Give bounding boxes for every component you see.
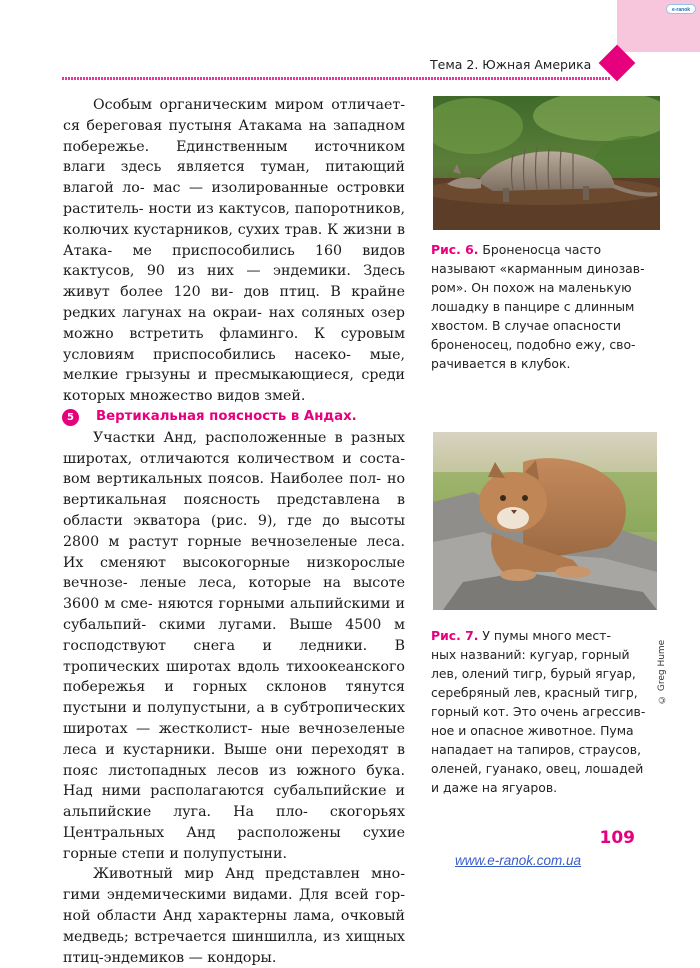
section-number-badge: 5 (62, 409, 79, 426)
header-dotted-rule (62, 77, 610, 80)
publisher-link[interactable]: www.e-ranok.com.ua (455, 853, 582, 868)
paragraph-vertical-zones: Участки Анд, расположенные в разных широтах, отличаются количеством и соста- вом вертикальных поясов. Наиболее пол- но вертикальная поясность представлена в области экватора (рис. 9), где до высоты 2800 м растут горные вечнозеленые леса. Их сменяют высокогорные низкорослые вечнозе- леные леса, которые на высоте 3600 м сме- няются горными альпийскими и субальпий- скими лугами. Выше 4500 м господствуют снега и ледники. В тропических широтах вдоль тихоокеанского побережья и горных склонов тянутся пустыни и полупустыни, а в субтропических широтах — жестколист- ные вечнозеленые леса и кустарники. Выше они переходят в пояс листопадных лесов из южного бука. Над ними располагаются субальпийские и альпийские луга. На пло- скогорьях Центральных Анд расположены сухие горные степи и полупустыни. (63, 429, 406, 862)
figure-6-caption: Рис. 6. Броненосца часто называют «карманным динозав- ром». Он похож на маленькую лошадку в панцире с длинным хвостом. В случае опасности броненосец, подобно ежу, сво- рачивается в клубок. (431, 242, 645, 371)
photo-credit: © Greg Hume (657, 639, 667, 704)
paragraph-atacama: Особым органическим миром отличает- ся береговая пустыня Атакама на западном побережье. Единственным источником влаги здесь является туман, питающий влагой ло- мас — изолированные островки раститель- ности из кактусов, папоротников, колючих кустарников, сухих трав. К жизни в Атака- ме приспособились 160 видов кактусов, 90 из них — эндемики. Здесь живут более 120 ви- дов птиц. В крайне редких лагунах на окраи- нах соляных озер можно встретить фламинго. К суровым условиям приспособились насеко- мые, мелкие грызуны и пресмыкающиеся, среди которых множество видов змей. (63, 97, 406, 405)
figure-6-label: Рис. 6. (431, 242, 479, 257)
section-heading (62, 407, 405, 428)
topic-header: Тема 2. Южная Америка (430, 57, 592, 72)
puma-photo (433, 432, 657, 610)
paragraph-andes-fauna: Животный мир Анд представлен мно- гими эндемическими видами. Для всей гор- ной области Анд характерны лама, очковый медведь; встречается шиншилла, из хищных птиц-эндемиков — кондоры. (63, 866, 405, 966)
figure-7-caption: Рис. 7. У пумы много мест- ных названий: кугуар, горный лев, олений тигр, бурый ягуар, серебряный лев, красный тигр, горный кот. Это очень агрессив- ное и опасное животное. Пума нападает на тапиров, страусов, оленей, гуанако, овец, лошадей и даже на ягуаров. (431, 628, 646, 795)
figure-7-label: Рис. 7. (431, 628, 479, 643)
main-text-column (63, 95, 405, 968)
armadillo-photo (433, 96, 660, 230)
page-number: 109 (599, 828, 635, 848)
publisher-logo: e-ranok (666, 4, 696, 14)
section-title: Вертикальная поясность в Андах. (96, 408, 357, 424)
